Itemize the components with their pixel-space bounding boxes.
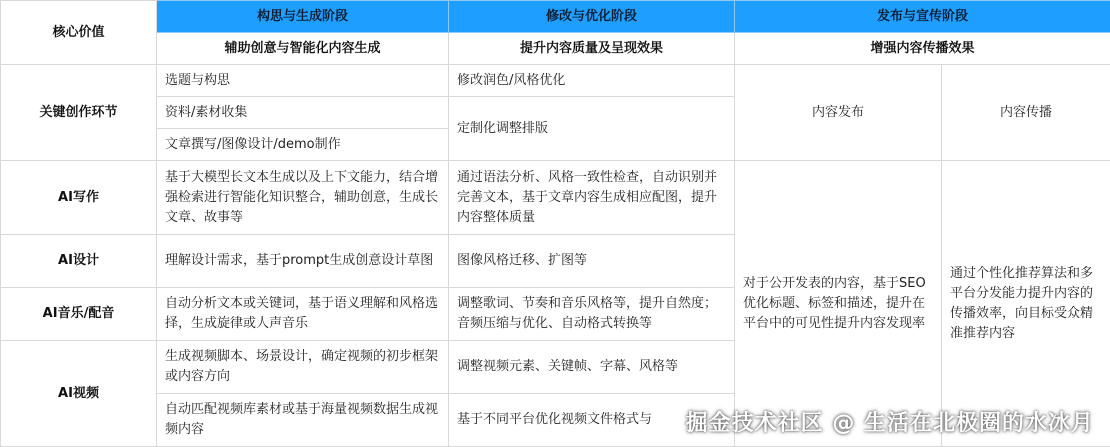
ai-writing-conception: 基于大模型长文本生成以及上下文能力，结合增强检索进行智能化知识整合，辅助创意，生成长文章、故事等 bbox=[157, 161, 449, 235]
ai-design-conception: 理解设计需求，基于prompt生成创意设计草图 bbox=[157, 235, 449, 288]
stage-value-publish: 增强内容传播效果 bbox=[735, 33, 1110, 65]
stage-header-conception: 构思与生成阶段 bbox=[157, 1, 449, 33]
row-label-ai-design: AI设计 bbox=[1, 235, 157, 288]
watermark: 掘金技术社区 @ 生活在北极圈的水冰月 bbox=[685, 411, 1094, 436]
row-label-key-steps: 关键创作环节 bbox=[1, 65, 157, 161]
stage-header-publish: 发布与宣传阶段 bbox=[735, 1, 1110, 33]
ai-video-revision-1: 调整视频元素、关键帧、字幕、风格等 bbox=[449, 341, 735, 394]
step-topic: 选题与构思 bbox=[157, 65, 449, 97]
stage-value-conception: 辅助创意与智能化内容生成 bbox=[157, 33, 449, 65]
corner-header: 核心价值 bbox=[1, 1, 157, 65]
stage-header-revision: 修改与优化阶段 bbox=[449, 1, 735, 33]
row-label-ai-music: AI音乐/配音 bbox=[1, 288, 157, 341]
step-spread: 内容传播 bbox=[942, 65, 1110, 161]
row-label-ai-writing: AI写作 bbox=[1, 161, 157, 235]
stage-value-revision: 提升内容质量及呈现效果 bbox=[449, 33, 735, 65]
ai-video-conception-2: 自动匹配视频库素材或基于海量视频数据生成视频内容 bbox=[157, 394, 449, 447]
ai-spread-desc: 通过个性化推荐算法和多平台分发能力提升内容的传播效率，向目标受众精准推荐内容 bbox=[942, 161, 1110, 447]
step-materials: 资料/素材收集 bbox=[157, 97, 449, 129]
step-layout: 定制化调整排版 bbox=[449, 97, 735, 161]
step-writing: 文章撰写/图像设计/demo制作 bbox=[157, 129, 449, 161]
ai-video-revision-2: 基于不同平台优化视频文件格式与 bbox=[449, 394, 735, 447]
step-publish: 内容发布 bbox=[735, 65, 942, 161]
ai-publish-desc: 对于公开发表的内容，基于SEO优化标题、标签和描述，提升在平台中的可见性提升内容发现率 bbox=[735, 161, 942, 447]
ai-music-revision: 调整歌词、节奏和音乐风格等，提升自然度；音频压缩与优化、自动格式转换等 bbox=[449, 288, 735, 341]
ai-video-conception-1: 生成视频脚本、场景设计，确定视频的初步框架或内容方向 bbox=[157, 341, 449, 394]
row-label-ai-video: AI视频 bbox=[1, 341, 157, 447]
ai-writing-revision: 通过语法分析、风格一致性检查，自动识别并完善文本，基于文章内容生成相应配图，提升内容整体质量 bbox=[449, 161, 735, 235]
step-polish: 修改润色/风格优化 bbox=[449, 65, 735, 97]
ai-music-conception: 自动分析文本或关键词，基于语义理解和风格选择，生成旋律或人声音乐 bbox=[157, 288, 449, 341]
ai-design-revision: 图像风格迁移、扩图等 bbox=[449, 235, 735, 288]
